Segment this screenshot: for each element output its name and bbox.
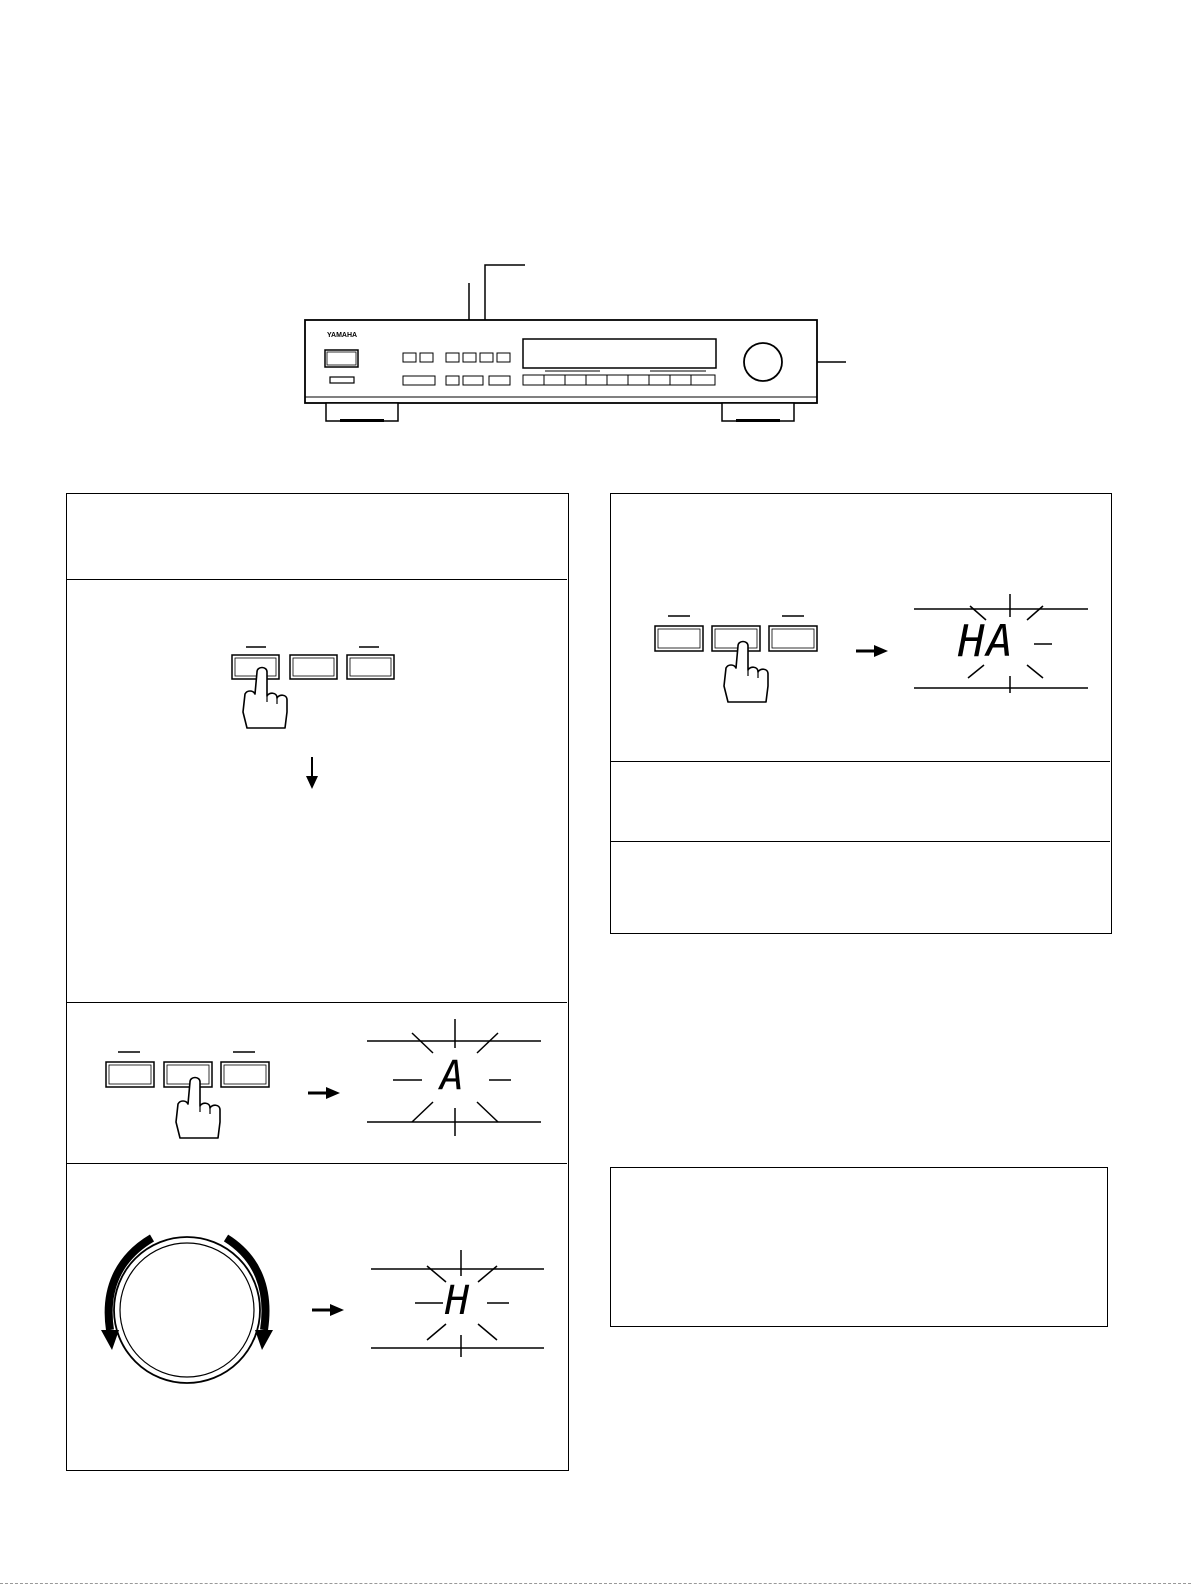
display-char-a: A [440, 1053, 465, 1099]
right-arrow-icon [856, 645, 888, 657]
note-box [610, 1167, 1108, 1327]
display-chars-ha: HA [958, 616, 1015, 667]
brand-label: YAMAHA [327, 332, 358, 339]
step-4-buttons [655, 626, 817, 651]
page-edge [0, 1583, 1191, 1584]
display-char-h: H [445, 1278, 470, 1324]
